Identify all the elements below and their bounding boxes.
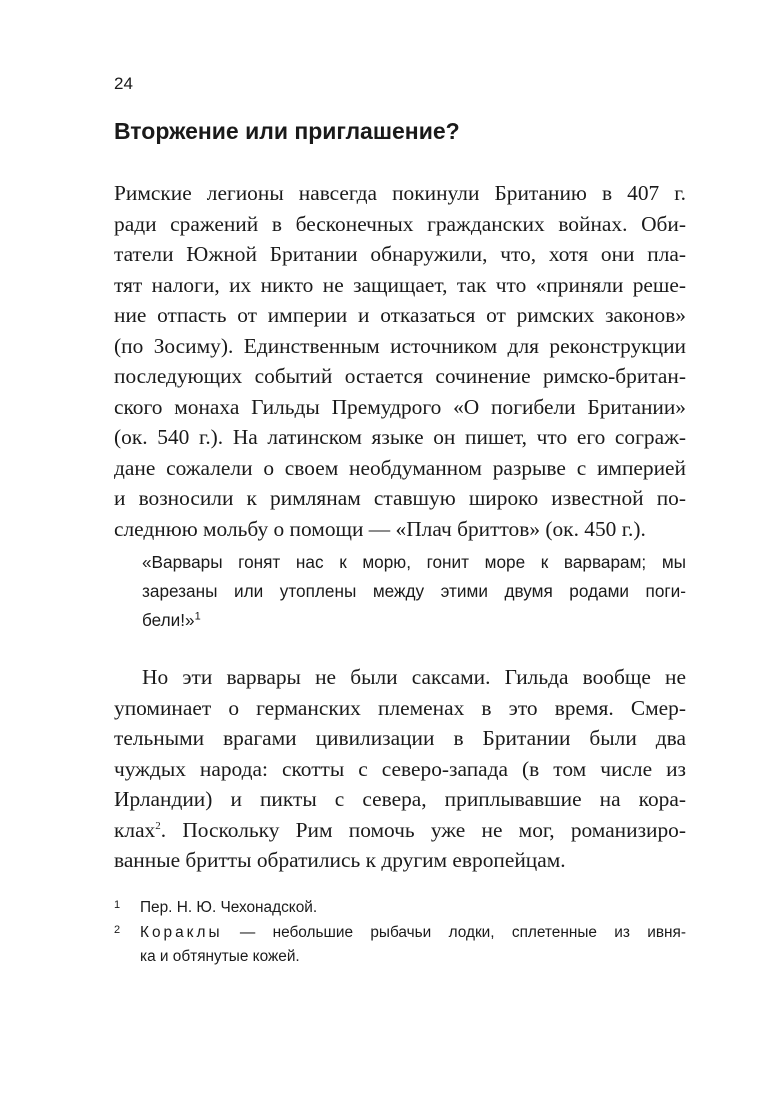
paragraph-2-line: чуждых народа: скотты с северо-запада (в том числе из	[114, 756, 686, 781]
paragraph-1-line: следнюю мольбу о помощи — «Плач бриттов» (ок. 450 г.).	[114, 516, 646, 541]
paragraph-2-line: ванные бритты обратились к другим европейцам.	[114, 848, 566, 872]
footnote-2	[114, 921, 686, 970]
paragraph-1-line: (ок. 540 г.). На латинском языке он пишет, что его сограж-	[114, 425, 686, 449]
footnote-text: — небольшие рыбачьи лодки, сплетенные из ивня-	[222, 923, 686, 941]
quote-line: зарезаны или утоплены между этими двумя родами поги-	[142, 581, 686, 601]
paragraph-2-text: . Поскольку Рим помочь уже не мог, романизиро-	[160, 817, 686, 842]
paragraph-1-line: Римские легионы навсегда покинули Британию в 407 г.	[114, 181, 686, 205]
paragraph-1-line: тят налоги, их никто не защищает, так что «приняли реше-	[114, 272, 686, 297]
footnote-line	[140, 921, 686, 946]
paragraph-1	[114, 178, 686, 544]
paragraph-2-line: тельными врагами цивилизации в Британии были два	[114, 726, 686, 750]
page-number: 24	[114, 74, 133, 93]
footnotes	[114, 896, 686, 970]
paragraph-1-line: ние отпасть от империи и отказаться от римских законов»	[114, 303, 686, 327]
paragraph-1-line: ского монаха Гильды Премудрого «О погибели Британии»	[114, 394, 686, 419]
quote-line-text: бели!»	[142, 610, 195, 630]
quote-line	[142, 606, 686, 635]
paragraph-2-line: Ирландии) и пикты с севера, приплывавшие на кора-	[114, 787, 686, 811]
quote-line: «Варвары гонят нас к морю, гонит море к варварам; мы	[142, 552, 686, 572]
paragraph-2-text: клах	[114, 817, 156, 842]
paragraph-2-line: упоминает о германских племенах в это время. Смер-	[114, 695, 686, 720]
paragraph-2-line	[114, 815, 686, 846]
paragraph-1-line: (по Зосиму). Единственным источником для реконструкции	[114, 333, 686, 358]
footnote-line: ка и обтянутые кожей.	[140, 948, 300, 965]
paragraph-2-line: Но эти варвары не были саксами. Гильда вообще не	[142, 665, 686, 689]
section-heading: Вторжение или приглашение?	[114, 118, 460, 144]
paragraph-1-line: татели Южной Британии обнаружили, что, хотя они пла-	[114, 242, 686, 266]
block-quote	[142, 548, 686, 635]
paragraph-1-line: ради сражений в бесконечных гражданских войнах. Оби-	[114, 211, 686, 236]
footnote-mark: 2	[114, 923, 121, 936]
paragraph-1-line: дане сожалели о своем необдуманном разрыве с империей	[114, 455, 686, 480]
footnote-ref-1[interactable]: 1	[194, 610, 201, 623]
footnote-line: Пер. Н. Ю. Чехонадской.	[140, 899, 318, 916]
footnote-mark: 1	[114, 899, 121, 911]
paragraph-1-line: и возносили к римлянам ставшую широко известной по-	[114, 486, 686, 510]
footnote-1	[114, 896, 686, 921]
footnote-ref-2[interactable]: 2	[155, 819, 161, 832]
paragraph-1-line: последующих событий остается сочинение римско-британ-	[114, 364, 686, 388]
paragraph-2	[114, 662, 686, 876]
footnote-term: Кораклы	[140, 923, 223, 941]
